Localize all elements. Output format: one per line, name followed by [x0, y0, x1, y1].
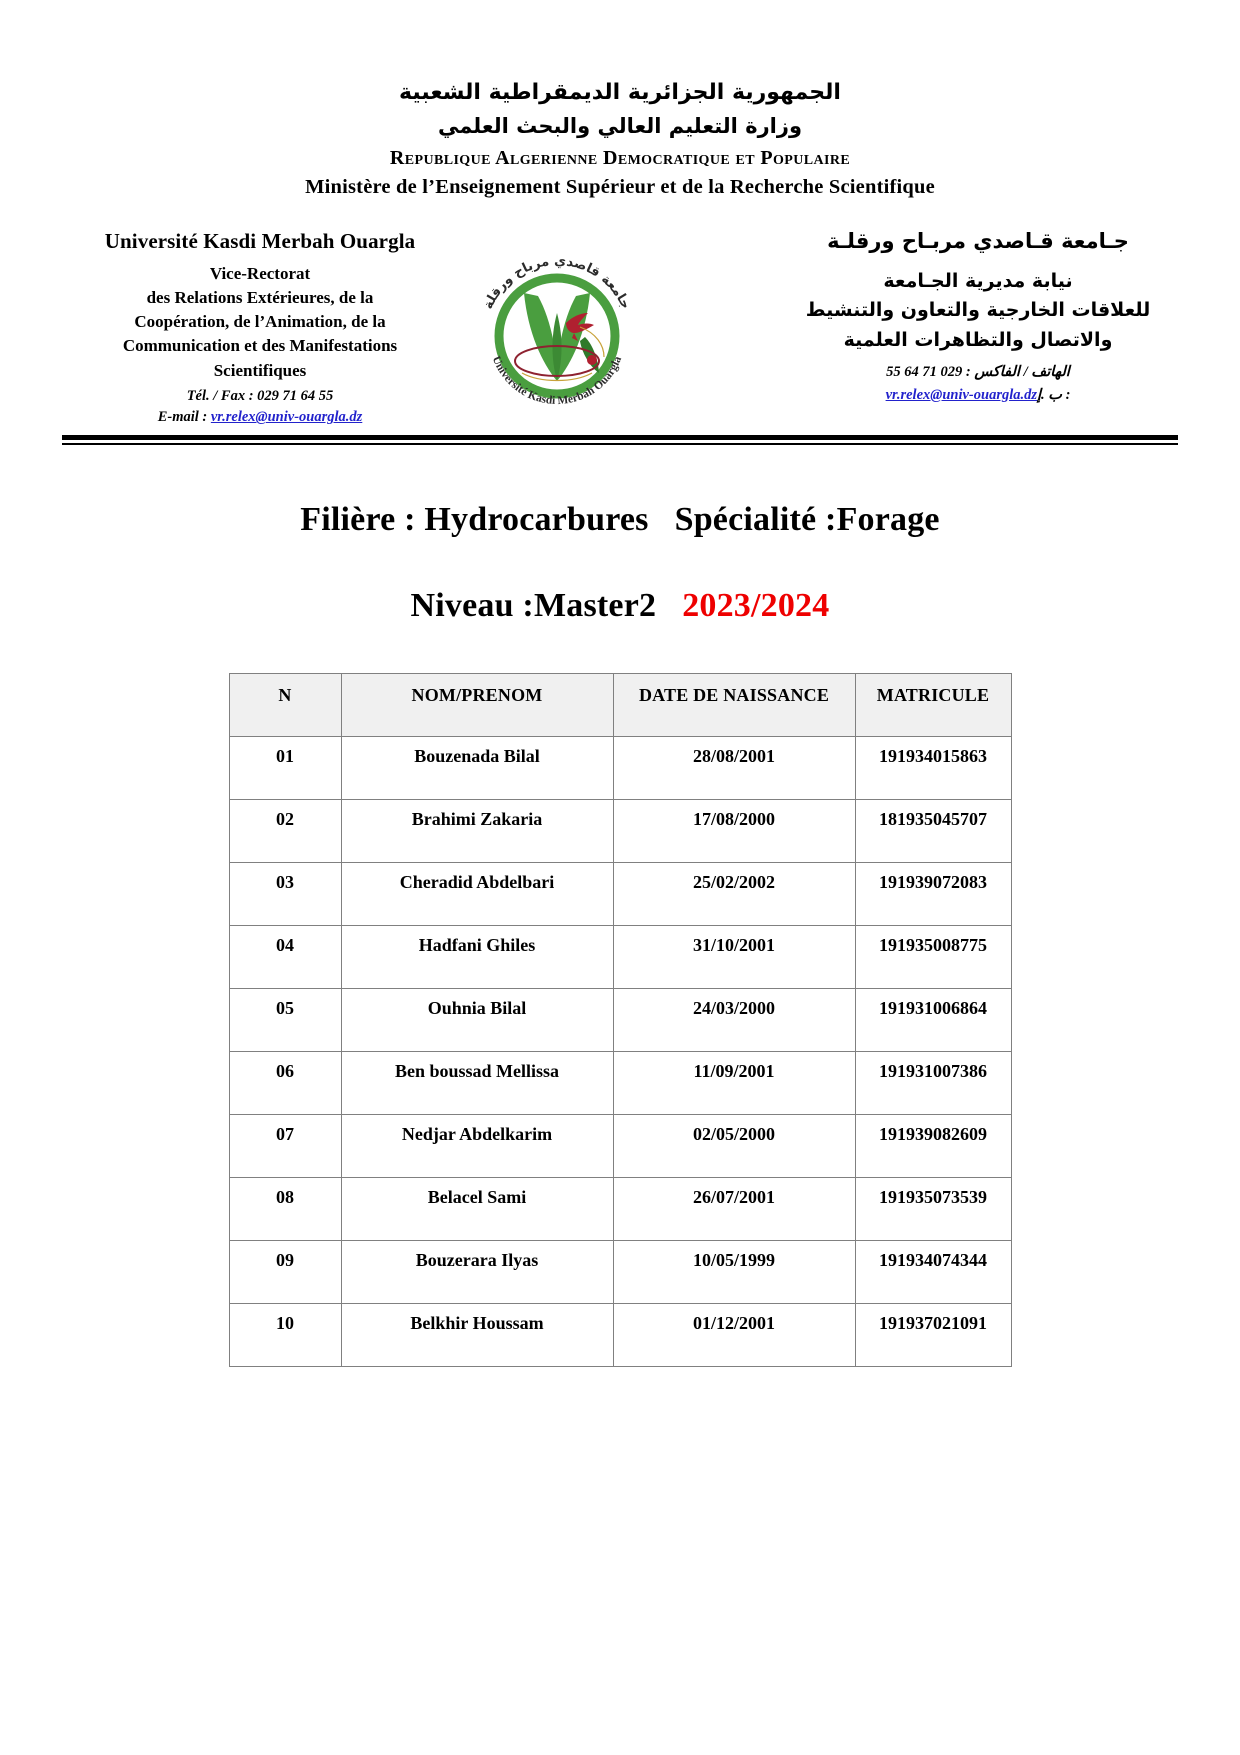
table-header-row [229, 674, 1011, 737]
cell-name: Bouzerara Ilyas [341, 1241, 613, 1304]
academic-year: 2023/2024 [682, 587, 830, 625]
university-logo [462, 241, 652, 421]
header-divider-rule [62, 435, 1178, 445]
column-header-name: NOM/PRENOM [341, 674, 613, 737]
cell-dob: 25/02/2002 [613, 863, 855, 926]
niveau-value: Master2 [533, 587, 657, 625]
university-emblem-icon [462, 241, 652, 421]
filiere-label: Filière : [300, 501, 425, 539]
organization-left-french [60, 229, 460, 429]
student-roster-wrapper [0, 673, 1240, 1367]
filiere-value: Hydrocarbures [424, 501, 649, 539]
table-header [229, 674, 1011, 737]
email-row-fr [60, 407, 460, 429]
specialite-label: Spécialité : [674, 501, 837, 539]
table-body [229, 737, 1011, 1367]
unit-ar-line-2: للعلاقات الخارجية والتعاون والتنشيط [805, 299, 1151, 322]
phone-fax-ar-value: 029 71 64 55 [886, 364, 963, 381]
cell-name: Belacel Sami [341, 1178, 613, 1241]
unit-line-5: Scientifiques [213, 360, 307, 380]
table-row [229, 863, 1011, 926]
cell-name: Hadfani Ghiles [341, 926, 613, 989]
cell-matricule: 191931006864 [855, 989, 1011, 1052]
email-link-fr[interactable]: vr.relex@univ-ouargla.dz [210, 409, 363, 426]
cell-name: Cheradid Abdelbari [341, 863, 613, 926]
table-row [229, 1241, 1011, 1304]
university-name-ar: جـامعة قـاصدي مربـاح ورقلـة [827, 229, 1129, 254]
phone-fax-ar-row [778, 361, 1178, 383]
student-roster-table [229, 673, 1012, 1367]
cell-n: 09 [229, 1241, 341, 1304]
header-arabic-republic: الجمهورية الجزائرية الديمقراطية الشعبية [399, 80, 841, 105]
unit-line-2: des Relations Extérieures, de la [146, 288, 374, 308]
cell-name: Nedjar Abdelkarim [341, 1115, 613, 1178]
document-titles [0, 501, 1240, 625]
cell-matricule: 191935073539 [855, 1178, 1011, 1241]
phone-fax-fr: Tél. / Fax : 029 71 64 55 [186, 387, 334, 404]
header-french-republic: Republique Algerienne Democratique et Populaire [389, 147, 851, 170]
unit-name-fr [60, 262, 460, 383]
cell-n: 01 [229, 737, 341, 800]
cell-matricule: 191939072083 [855, 863, 1011, 926]
column-header-n: N [229, 674, 341, 737]
cell-n: 07 [229, 1115, 341, 1178]
cell-dob: 01/12/2001 [613, 1304, 855, 1367]
cell-dob: 11/09/2001 [613, 1052, 855, 1115]
svg-text:جامعة قاصدي مرباح ورقلة [481, 254, 633, 312]
cell-dob: 10/05/1999 [613, 1241, 855, 1304]
column-header-dob: DATE DE NAISSANCE [613, 674, 855, 737]
cell-matricule: 191937021091 [855, 1304, 1011, 1367]
table-row [229, 1304, 1011, 1367]
table-row [229, 989, 1011, 1052]
table-row [229, 1178, 1011, 1241]
header-arabic-ministry: وزارة التعليم العالي والبحث العلمي [437, 113, 803, 138]
table-row [229, 737, 1011, 800]
email-ar-row [778, 384, 1178, 406]
phone-fax-ar-label: الهاتف / الفاكس : [962, 364, 1070, 381]
table-row [229, 1115, 1011, 1178]
cell-dob: 17/08/2000 [613, 800, 855, 863]
logo-arabic-text: جامعة قاصدي مرباح ورقلة [480, 253, 634, 312]
cell-n: 06 [229, 1052, 341, 1115]
cell-name: Ouhnia Bilal [341, 989, 613, 1052]
email-ar-label: : ب .إ [1037, 386, 1071, 403]
email-label-fr: E-mail : [157, 409, 211, 426]
header-french-ministry: Ministère de l’Enseignement Supérieur et de la Recherche Scientifique [305, 176, 935, 199]
unit-line-1: Vice-Rectorat [209, 264, 311, 284]
unit-ar-line-1: نيابة مديرية الجـامعة [883, 270, 1073, 293]
contact-block-ar [778, 361, 1178, 406]
cell-n: 08 [229, 1178, 341, 1241]
cell-matricule: 191935008775 [855, 926, 1011, 989]
letterhead [0, 0, 1240, 199]
organization-block [0, 229, 1240, 429]
contact-block-fr [60, 386, 460, 430]
unit-name-ar [778, 267, 1178, 355]
cell-matricule: 191934015863 [855, 737, 1011, 800]
table-row [229, 1052, 1011, 1115]
cell-name: Brahimi Zakaria [341, 800, 613, 863]
column-header-matricule: MATRICULE [855, 674, 1011, 737]
table-row [229, 926, 1011, 989]
cell-dob: 31/10/2001 [613, 926, 855, 989]
niveau-annee-line [0, 587, 1240, 625]
cell-matricule: 191934074344 [855, 1241, 1011, 1304]
cell-n: 05 [229, 989, 341, 1052]
organization-right-arabic [778, 229, 1178, 406]
cell-n: 04 [229, 926, 341, 989]
unit-ar-line-3: والاتصال والتظاهرات العلمية [843, 328, 1113, 351]
cell-matricule: 191939082609 [855, 1115, 1011, 1178]
email-link-ar[interactable]: vr.relex@univ-ouargla.dz [885, 386, 1038, 403]
cell-name: Bouzenada Bilal [341, 737, 613, 800]
cell-matricule: 181935045707 [855, 800, 1011, 863]
cell-dob: 26/07/2001 [613, 1178, 855, 1241]
table-row [229, 800, 1011, 863]
cell-dob: 28/08/2001 [613, 737, 855, 800]
filiere-specialite-line [0, 501, 1240, 539]
specialite-value: Forage [836, 501, 940, 539]
niveau-label: Niveau : [410, 587, 534, 625]
cell-n: 02 [229, 800, 341, 863]
university-name-fr: Université Kasdi Merbah Ouargla [104, 229, 416, 254]
cell-name: Ben boussad Mellissa [341, 1052, 613, 1115]
logo-latin-text: Université Kasdi Merbah Ouargla [489, 354, 625, 408]
cell-dob: 24/03/2000 [613, 989, 855, 1052]
cell-dob: 02/05/2000 [613, 1115, 855, 1178]
logo-wrap [462, 241, 652, 421]
cell-name: Belkhir Houssam [341, 1304, 613, 1367]
unit-line-4: Communication et des Manifestations [122, 336, 398, 356]
cell-n: 03 [229, 863, 341, 926]
unit-line-3: Coopération, de l’Animation, de la [134, 312, 386, 332]
cell-matricule: 191931007386 [855, 1052, 1011, 1115]
cell-n: 10 [229, 1304, 341, 1367]
